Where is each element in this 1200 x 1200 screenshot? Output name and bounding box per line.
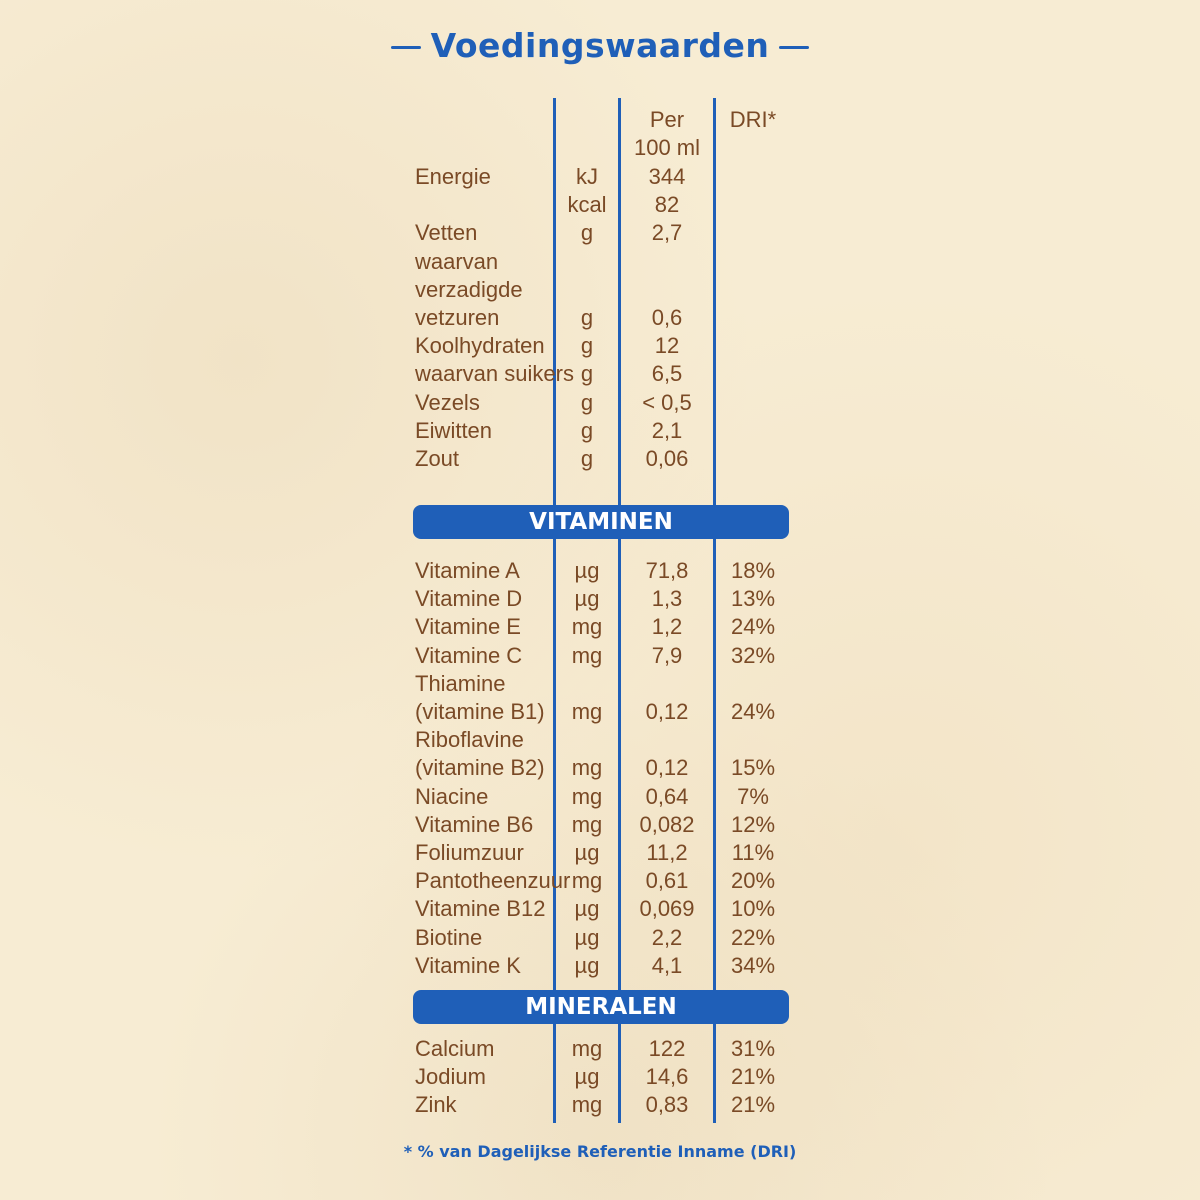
minerals-heading: MINERALEN	[413, 990, 789, 1024]
nutrient-unit: mg	[571, 614, 603, 640]
nutrient-unit: µg	[574, 840, 600, 865]
nutrient-value: 2,2	[651, 924, 683, 950]
nutrient-value: 122	[648, 1036, 686, 1061]
nutrient-value: 12	[654, 333, 680, 359]
nutrient-unit: g	[580, 361, 594, 387]
nutrient-unit: mg	[571, 868, 603, 894]
nutrient-name: Vitamine C	[415, 642, 523, 668]
nutrient-value: 0,61	[645, 868, 689, 894]
table-row	[0, 219, 1200, 247]
nutrient-name: Niacine	[415, 783, 489, 809]
nutrient-value: 82	[654, 192, 680, 218]
table-row	[0, 445, 1200, 473]
nutrient-name: Energie	[415, 164, 491, 189]
vitamins-heading: VITAMINEN	[413, 505, 789, 539]
nutrient-value: 4,1	[651, 952, 683, 978]
nutrient-dri: 18%	[730, 558, 776, 583]
nutrient-value: 14,6	[645, 1064, 689, 1090]
nutrient-value: 7,9	[651, 642, 683, 668]
nutrient-unit: µg	[574, 952, 600, 978]
table-row	[0, 276, 1200, 304]
nutrient-unit: mg	[571, 699, 603, 724]
nutrient-dri: 32%	[730, 642, 776, 668]
nutrient-name: waarvan	[415, 248, 499, 274]
nutrient-dri: 21%	[730, 1064, 776, 1090]
table-row	[0, 698, 1200, 726]
table-row	[0, 389, 1200, 417]
nutrient-unit: g	[580, 220, 594, 246]
nutrient-name: Vitamine A	[415, 558, 520, 583]
table-row	[0, 952, 1200, 980]
nutrient-unit: g	[580, 417, 594, 443]
table-row	[0, 360, 1200, 388]
nutrient-name: Vitamine B12	[415, 896, 546, 922]
header-dri: DRI*	[729, 107, 777, 132]
table-row	[0, 191, 1200, 219]
nutrient-unit: µg	[574, 1064, 600, 1090]
nutrient-name: Foliumzuur	[415, 840, 524, 865]
nutrient-unit: g	[580, 446, 594, 471]
nutrient-unit: µg	[574, 558, 600, 583]
nutrient-name: (vitamine B2)	[415, 755, 545, 781]
nutrient-dri: 12%	[730, 811, 776, 837]
nutrient-value: 0,12	[645, 755, 689, 781]
table-row	[0, 811, 1200, 839]
nutrient-dri: 11%	[731, 840, 775, 865]
nutrient-dri: 34%	[730, 952, 776, 978]
nutrient-value: 344	[648, 164, 686, 189]
nutrient-name: Calcium	[415, 1036, 495, 1061]
nutrient-value: 11,2	[646, 840, 688, 865]
table-row	[0, 670, 1200, 698]
nutrient-name: Zout	[415, 446, 460, 471]
nutrient-name: waarvan suikers	[415, 361, 574, 387]
table-row	[0, 1091, 1200, 1119]
table-row	[0, 332, 1200, 360]
nutrient-value: 1,2	[651, 614, 683, 640]
table-row	[0, 613, 1200, 641]
nutrient-name: vetzuren	[415, 305, 500, 330]
nutrient-unit: g	[580, 389, 594, 415]
nutrient-unit: mg	[571, 811, 603, 837]
label-title	[0, 26, 1200, 65]
table-row	[0, 895, 1200, 923]
table-row	[0, 248, 1200, 276]
title-dash-left	[391, 46, 421, 49]
header-per	[621, 106, 713, 162]
footnote: * % van Dagelijkse Referentie Inname (DRI)	[403, 1142, 797, 1161]
nutrient-value: 0,6	[651, 305, 683, 330]
nutrient-value: 2,1	[651, 417, 683, 443]
nutrient-value: 2,7	[651, 220, 683, 246]
nutrient-unit: mg	[571, 1092, 603, 1118]
nutrient-value: 0,082	[639, 811, 695, 837]
table-row	[0, 417, 1200, 445]
nutrient-value: 71,8	[645, 558, 689, 583]
nutrient-value: < 0,5	[642, 389, 692, 415]
nutrient-name: Pantotheenzuur	[415, 868, 571, 894]
table-row	[0, 163, 1200, 191]
nutrient-dri: 24%	[730, 614, 776, 640]
nutrient-unit: µg	[574, 924, 600, 950]
nutrient-unit: kcal	[567, 192, 607, 218]
nutrient-unit: g	[580, 305, 594, 330]
title-dash-right	[779, 46, 809, 49]
nutrient-dri: 13%	[730, 586, 776, 612]
table-row	[0, 839, 1200, 867]
table-row	[0, 557, 1200, 585]
nutrient-name: Eiwitten	[415, 417, 493, 443]
nutrient-dri: 24%	[730, 699, 776, 724]
nutrient-name: Vetten	[415, 220, 478, 246]
nutrient-unit: µg	[574, 586, 600, 612]
nutrient-value: 0,83	[645, 1092, 689, 1118]
table-row	[0, 754, 1200, 782]
table-row	[0, 304, 1200, 332]
table-row	[0, 585, 1200, 613]
nutrient-unit: mg	[571, 642, 603, 668]
nutrient-dri: 22%	[730, 924, 776, 950]
nutrient-name: Vitamine E	[415, 614, 521, 640]
nutrient-dri: 15%	[730, 755, 776, 781]
header-per-line1: Per	[649, 107, 685, 132]
nutrient-value: 1,3	[651, 586, 683, 612]
nutrient-name: Koolhydraten	[415, 333, 545, 359]
table-row	[0, 783, 1200, 811]
nutrient-dri: 10%	[730, 896, 776, 922]
nutrient-name: Zink	[415, 1092, 457, 1118]
nutrient-unit: µg	[574, 896, 600, 922]
nutrient-name: Thiamine	[415, 670, 506, 696]
table-row	[0, 642, 1200, 670]
nutrient-unit: kJ	[576, 164, 598, 189]
nutrient-unit: mg	[571, 755, 603, 781]
nutrient-dri: 20%	[730, 868, 776, 894]
nutrient-value: 0,069	[639, 896, 695, 922]
nutrient-unit: mg	[571, 1036, 603, 1061]
nutrient-value: 0,12	[645, 699, 689, 724]
table-row	[0, 726, 1200, 754]
table-row	[0, 867, 1200, 895]
nutrient-value: 0,64	[645, 783, 689, 809]
nutrient-value: 0,06	[645, 446, 689, 471]
title-text: Voedingswaarden	[430, 26, 770, 65]
nutrient-name: (vitamine B1)	[415, 699, 545, 724]
nutrient-dri: 31%	[730, 1036, 776, 1061]
nutrient-unit: g	[580, 333, 594, 359]
table-row	[0, 1035, 1200, 1063]
nutrient-name: Jodium	[415, 1064, 486, 1090]
nutrient-unit: mg	[571, 783, 603, 809]
nutrient-name: Riboflavine	[415, 727, 524, 753]
table-row	[0, 1063, 1200, 1091]
nutrient-name: Biotine	[415, 924, 483, 950]
nutrient-name: Vitamine B6	[415, 811, 534, 837]
nutrient-dri: 7%	[737, 783, 769, 809]
nutrient-dri: 21%	[730, 1092, 776, 1118]
nutrient-name: Vitamine K	[415, 952, 521, 978]
header-per-line2: 100 ml	[633, 135, 701, 160]
nutrient-name: verzadigde	[415, 276, 523, 302]
nutrient-name: Vitamine D	[415, 586, 523, 612]
table-row	[0, 924, 1200, 952]
nutrient-value: 6,5	[651, 361, 683, 387]
nutrient-name: Vezels	[415, 389, 480, 415]
